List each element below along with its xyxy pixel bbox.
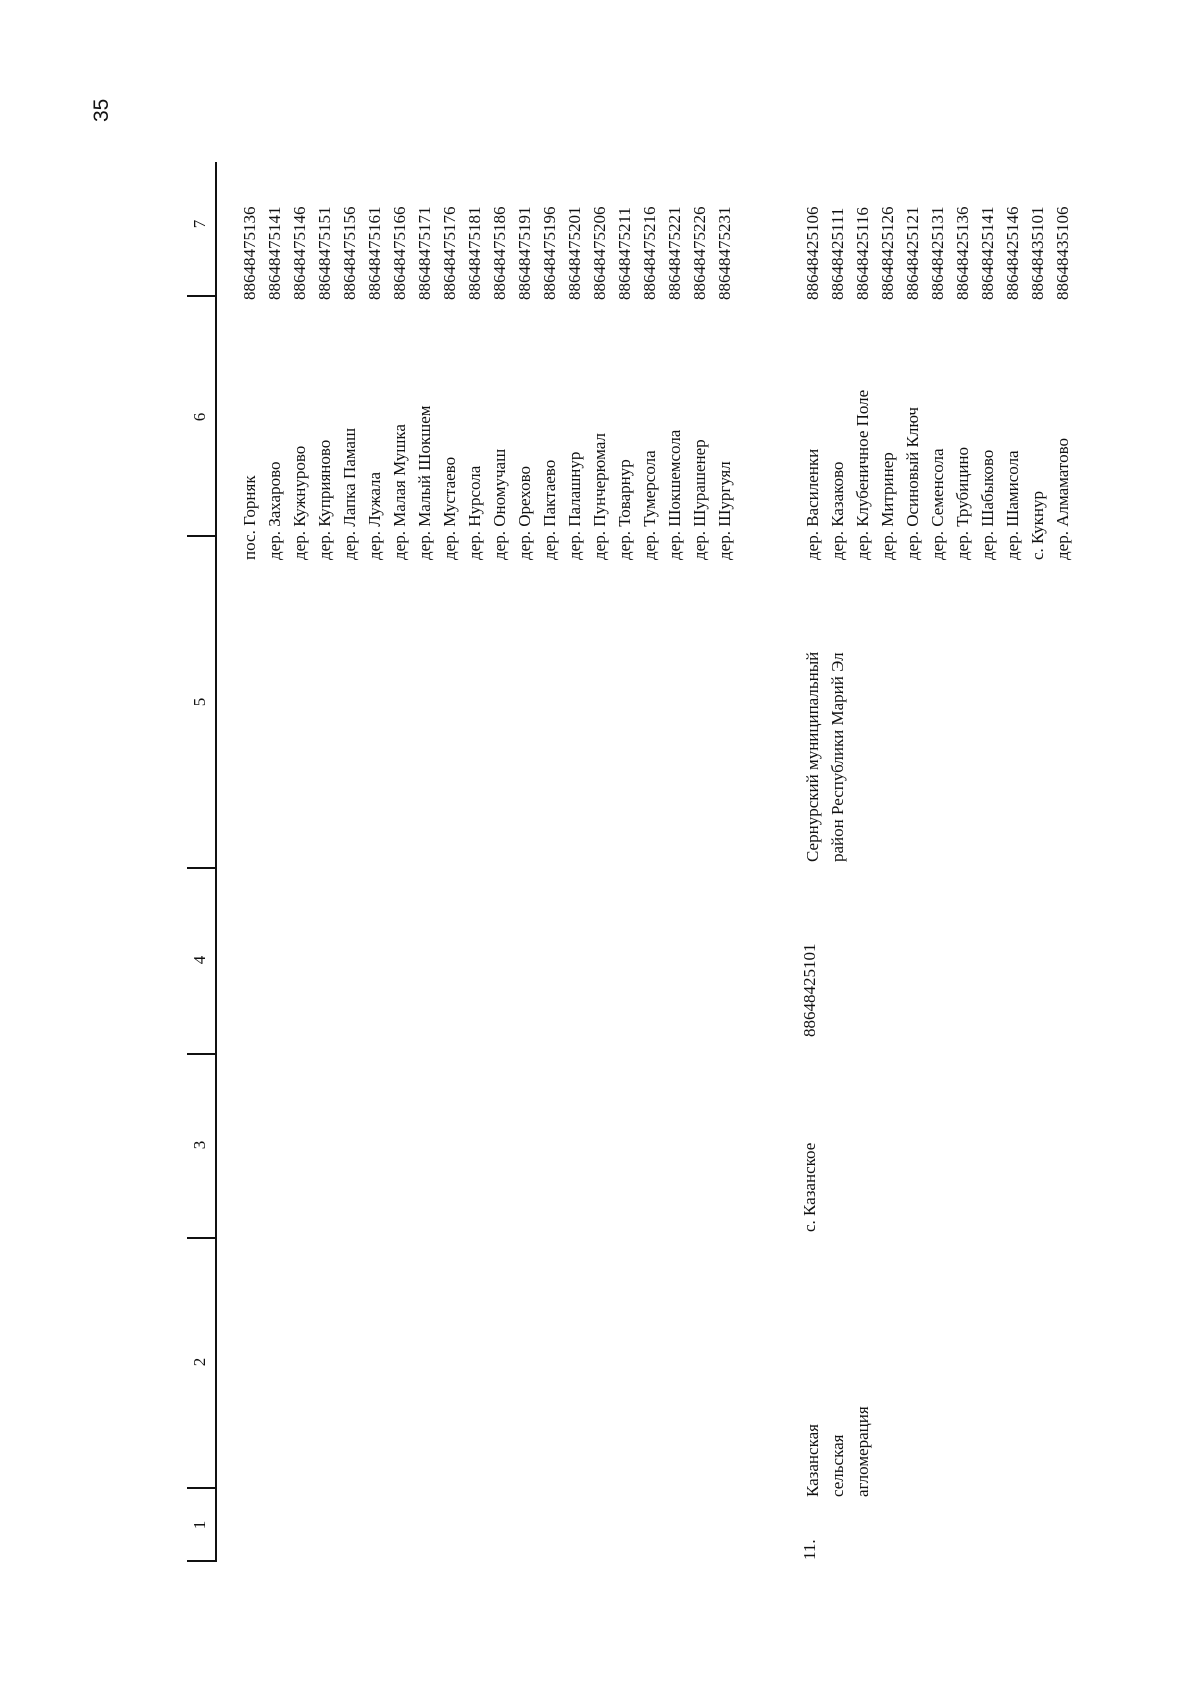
okato-code: 88648435106 bbox=[1053, 206, 1072, 300]
center-okato-code: 88648425101 bbox=[800, 943, 819, 1037]
header-left-border bbox=[187, 1560, 217, 1562]
okato-code: 88648425141 bbox=[978, 206, 997, 300]
page-number: 35 bbox=[90, 98, 113, 122]
column-number-2: 2 bbox=[190, 1357, 209, 1367]
okato-code: 88648475141 bbox=[265, 206, 284, 300]
okato-code: 88648475171 bbox=[415, 206, 434, 300]
center-settlement: с. Казанское bbox=[800, 1142, 819, 1232]
municipal-district bbox=[800, 652, 850, 862]
settlement-name: дер. Захарово bbox=[265, 461, 284, 560]
okato-code: 88648475226 bbox=[690, 206, 709, 300]
settlement-name: дер. Орехово bbox=[515, 465, 534, 560]
row11-codes-list bbox=[800, 207, 1075, 301]
okato-code: 88648475231 bbox=[715, 206, 734, 300]
okato-code: 88648475201 bbox=[565, 206, 584, 300]
district-line: Сернурский муниципальный bbox=[803, 651, 822, 862]
settlement-name: дер. Шурашенер bbox=[690, 439, 709, 560]
settlement-name: дер. Трубицино bbox=[953, 446, 972, 560]
settlement-name: дер. Нурсола bbox=[465, 465, 484, 560]
okato-code: 88648475136 bbox=[240, 206, 259, 300]
header-divider-6-7 bbox=[187, 295, 217, 297]
settlement-name: дер. Пунчерюмал bbox=[590, 433, 609, 560]
settlement-name: дер. Малая Мушка bbox=[390, 424, 409, 560]
header-divider-4-5 bbox=[187, 867, 217, 869]
okato-code: 88648425131 bbox=[928, 206, 947, 300]
settlement-name: дер. Шамисола bbox=[1003, 450, 1022, 560]
settlement-name: дер. Ономучаш bbox=[490, 448, 509, 560]
okato-code: 88648425121 bbox=[903, 206, 922, 300]
okato-code: 88648475221 bbox=[665, 206, 684, 300]
header-top-line bbox=[215, 162, 217, 1562]
agglomeration-line: Казанская bbox=[803, 1424, 822, 1497]
header-divider-5-6 bbox=[187, 535, 217, 537]
okato-code: 88648425126 bbox=[878, 206, 897, 300]
header-divider-2-3 bbox=[187, 1237, 217, 1239]
column-number-5: 5 bbox=[190, 697, 209, 707]
okato-code: 88648475151 bbox=[315, 206, 334, 300]
settlement-name: дер. Тумерсола bbox=[640, 450, 659, 560]
okato-code: 88648475181 bbox=[465, 206, 484, 300]
column-number-3: 3 bbox=[190, 1140, 209, 1150]
settlement-name: дер. Кужнурово bbox=[290, 445, 309, 560]
settlement-name: дер. Шабыково bbox=[978, 449, 997, 560]
settlement-name: дер. Алмаматово bbox=[1053, 437, 1072, 560]
rotated-table bbox=[0, 97, 1200, 1697]
settlement-name: дер. Казаково bbox=[828, 461, 847, 560]
okato-code: 88648475176 bbox=[440, 206, 459, 300]
settlement-name: дер. Шокшемсола bbox=[665, 429, 684, 560]
column-number-4: 4 bbox=[190, 955, 209, 965]
settlement-name: дер. Лапка Памаш bbox=[340, 427, 359, 560]
okato-code: 88648475191 bbox=[515, 206, 534, 300]
settlement-name: с. Кукнур bbox=[1028, 491, 1047, 560]
settlement-name: дер. Шургуял bbox=[715, 461, 734, 560]
okato-code: 88648425106 bbox=[803, 206, 822, 300]
okato-code: 88648425116 bbox=[853, 207, 872, 300]
okato-code: 88648475196 bbox=[540, 206, 559, 300]
okato-code: 88648475211 bbox=[615, 207, 634, 300]
okato-code: 88648425111 bbox=[828, 207, 847, 300]
agglomeration-line: агломерация bbox=[853, 1406, 872, 1497]
settlement-name: дер. Василенки bbox=[803, 448, 822, 560]
settlement-name: дер. Семенсола bbox=[928, 448, 947, 560]
okato-code: 88648475186 bbox=[490, 206, 509, 300]
agglomeration-line: сельская bbox=[828, 1434, 847, 1497]
settlement-name: дер. Палашнур bbox=[565, 451, 584, 560]
okato-code: 88648475156 bbox=[340, 206, 359, 300]
settlement-name: дер. Митринер bbox=[878, 452, 897, 560]
okato-code: 88648475166 bbox=[390, 206, 409, 300]
settlement-name: дер. Товарнур bbox=[615, 459, 634, 560]
okato-code: 88648475206 bbox=[590, 206, 609, 300]
settlement-name: пос. Горняк bbox=[240, 475, 259, 560]
header-divider-1-2 bbox=[187, 1487, 217, 1489]
okato-code: 88648475146 bbox=[290, 206, 309, 300]
settlement-name: дер. Малый Шокшем bbox=[415, 405, 434, 560]
column-number-7: 7 bbox=[190, 219, 209, 229]
okato-code: 88648475161 bbox=[365, 206, 384, 300]
row11-settlements-list bbox=[800, 390, 1075, 560]
prev-codes-list bbox=[237, 207, 737, 301]
settlement-name: дер. Мустаево bbox=[440, 456, 459, 560]
agglomeration-name bbox=[800, 1406, 875, 1497]
settlement-name: дер. Куприяново bbox=[315, 439, 334, 560]
column-number-6: 6 bbox=[190, 412, 209, 422]
column-number-1: 1 bbox=[190, 1520, 209, 1530]
settlement-name: дер. Лужала bbox=[365, 471, 384, 560]
header-divider-3-4 bbox=[187, 1053, 217, 1055]
settlement-name: дер. Осиновый Ключ bbox=[903, 407, 922, 560]
settlement-name: дер. Пактаево bbox=[540, 459, 559, 560]
okato-code: 88648475216 bbox=[640, 206, 659, 300]
okato-code: 88648425146 bbox=[1003, 206, 1022, 300]
prev-settlements-list bbox=[237, 405, 737, 560]
settlement-name: дер. Клубеничное Поле bbox=[853, 389, 872, 560]
okato-code: 88648435101 bbox=[1028, 206, 1047, 300]
okato-code: 88648425136 bbox=[953, 206, 972, 300]
row-number: 11. bbox=[800, 1539, 819, 1560]
district-line: район Республики Марий Эл bbox=[828, 652, 847, 862]
